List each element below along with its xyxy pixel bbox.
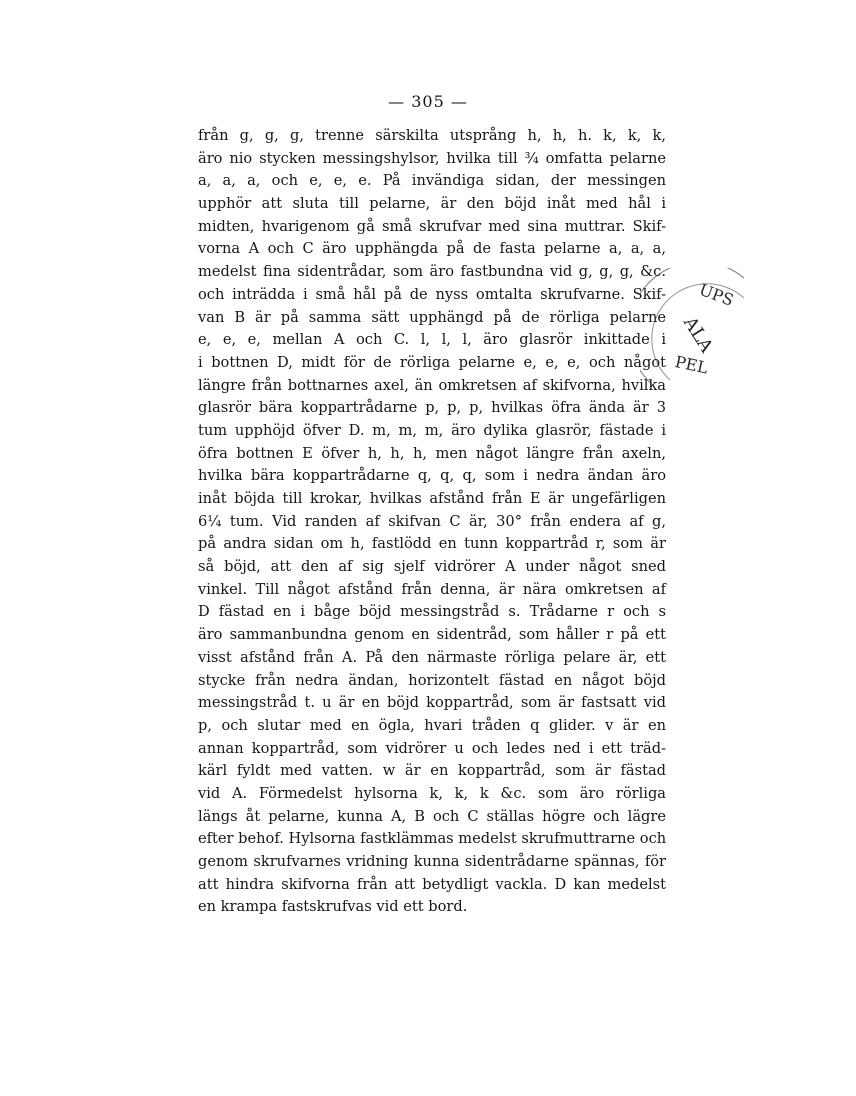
text-line: p, och slutar med en ögla, hvari tråden q glider. v är en	[198, 716, 666, 734]
text-line: att hindra skifvorna från att betydligt vackla. D kan medelst	[198, 875, 666, 893]
stamp-text-middle: ALA	[679, 313, 717, 357]
text-line: genom skrufvarnes vridning kunna sidentrådarne spännas, för	[198, 853, 666, 870]
library-stamp	[640, 268, 750, 393]
text-line: annan koppartråd, som vidrörer u och ledes ned i ett träd-	[198, 739, 666, 757]
text-line: öfra bottnen E öfver h, h, h, men något längre från axeln,	[198, 444, 666, 462]
text-line: glasrör bära koppartrådarne p, p, p, hvilkas öfra ända är 3	[198, 399, 666, 417]
text-line: kärl fyldt med vatten. w är en koppartråd, som är fästad	[198, 762, 666, 780]
text-line: vorna A och C äro upphängda på de fasta pelarne a, a, a,	[198, 240, 666, 258]
text-line: 6¼ tum. Vid randen af skifvan C är, 30° från endera af g,	[198, 512, 666, 530]
text-line: messingstråd t. u är en böjd koppartråd, som är fastsatt vid	[198, 694, 666, 712]
text-line: stycke från nedra ändan, horizontelt fästad en något böjd	[198, 671, 666, 689]
text-line: i bottnen D, midt för de rörliga pelarne e, e, e, och något	[198, 353, 666, 371]
text-line: vinkel. Till något afstånd från denna, är nära omkretsen af	[198, 580, 666, 598]
stamp-text-top: UPS	[696, 279, 737, 310]
text-line: längre från bottnarnes axel, än omkretsen af skifvorna, hvilka	[198, 376, 666, 394]
text-line: a, a, a, och e, e, e. På invändiga sidan, der messingen	[198, 172, 666, 190]
text-line: midten, hvarigenom gå små skrufvar med sina muttrar. Skif-	[198, 217, 666, 235]
text-line: efter behof. Hylsorna fastklämmas medelst skrufmuttrarne och	[198, 830, 667, 848]
text-line: visst afstånd från A. På den närmaste rörliga pelare är, ett	[198, 648, 666, 666]
text-line: medelst fina sidentrådar, som äro fastbundna vid g, g, g, &c.	[198, 263, 666, 281]
text-line: van B är på samma sätt upphängd på de rörliga pelarne	[198, 308, 666, 326]
text-line: äro nio stycken messingshylsor, hvilka till ¾ omfatta pelarne	[198, 149, 666, 167]
text-line: vid A. Förmedelst hylsorna k, k, k &c. som äro rörliga	[198, 784, 666, 802]
body-text	[198, 125, 666, 919]
text-line: hvilka bära koppartrådarne q, q, q, som i nedra ändan äro	[198, 467, 666, 485]
text-line: från g, g, g, trenne särskilta utsprång h, h, h. k, k, k,	[198, 127, 666, 144]
text-line: längs åt pelarne, kunna A, B och C ställas högre och lägre	[198, 807, 666, 825]
text-line-last: en krampa fastskrufvas vid ett bord.	[198, 898, 468, 916]
text-line: inåt böjda till krokar, hvilkas afstånd från E är ungefärligen	[198, 490, 666, 507]
text-line: upphör att sluta till pelarne, är den böjd inåt med hål i	[198, 195, 666, 213]
text-line: tum upphöjd öfver D. m, m, m, äro dylika glasrör, fästade i	[198, 421, 666, 439]
text-line: e, e, e, mellan A och C. l, l, l, äro glasrör inkittade i	[198, 331, 666, 349]
text-line: och inträdda i små hål på de nyss omtalta skrufvarne. Skif-	[198, 285, 666, 303]
stamp-text-bottom: PEL	[673, 352, 710, 378]
text-line: äro sammanbundna genom en sidentråd, som håller r på ett	[198, 626, 666, 644]
text-line: D fästad en i båge böjd messingstråd s. Trådarne r och s	[198, 603, 666, 621]
text-line: så böjd, att den af sig sjelf vidrörer A under något sned	[198, 558, 666, 576]
page-number: — 305 —	[388, 92, 468, 111]
text-line: på andra sidan om h, fastlödd en tunn koppartråd r, som är	[198, 535, 666, 553]
